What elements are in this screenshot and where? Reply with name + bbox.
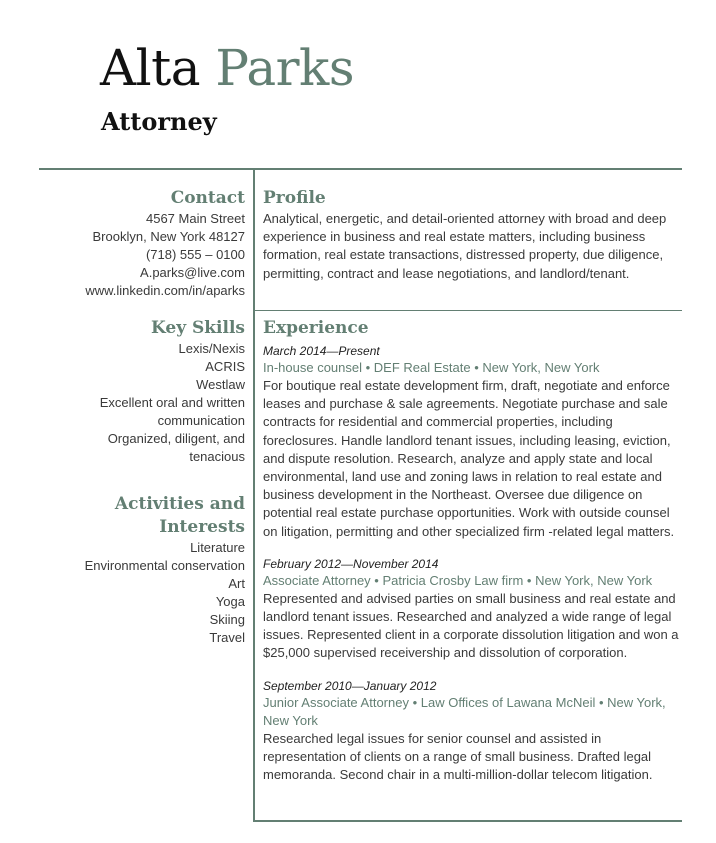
activity-item: Art [228, 576, 245, 591]
activities-section [65, 493, 245, 647]
activity-item: Environmental conservation [84, 558, 245, 573]
skills-section [75, 317, 245, 466]
contact-email[interactable]: A.parks@live.com [140, 265, 245, 280]
profile-section [263, 187, 683, 283]
contact-heading: Contact [170, 188, 245, 208]
contact-city: Brooklyn, New York 48127 [92, 229, 245, 244]
experience-section [263, 317, 683, 800]
activity-item: Skiing [209, 612, 245, 627]
job-dates: March 2014—Present [263, 344, 380, 358]
job-description: Researched legal issues for senior counsel and assisted in representation of clients on a range of small business. Drafted legal memoranda. Second chair in a multi-million-dollar telecom litigation. [263, 730, 653, 783]
skill-item: Lexis/Nexis [178, 341, 245, 356]
experience-heading: Experience [263, 318, 369, 338]
job-role: Junior Associate Attorney • Law Offices of Lawana McNeil • New York, New York [263, 694, 666, 728]
skills-heading: Key Skills [150, 318, 245, 338]
job-dates: September 2010—January 2012 [263, 678, 437, 693]
job-description: Represented and advised parties on small business and real estate and landlord tenant issues. Researched and analyzed a wide range of legal issues. Represented client in a corporate dissolution litigation and won a $25,000 supervised receivership and dissolution of corporation. [263, 590, 679, 661]
contact-linkedin[interactable]: www.linkedin.com/in/aparks [85, 283, 245, 298]
section-divider [254, 310, 682, 311]
applicant-name [100, 36, 354, 100]
job-role: Associate Attorney • Patricia Crosby Law firm • New York, New York [263, 572, 653, 588]
activity-item: Yoga [215, 594, 245, 609]
job-entry [263, 344, 683, 541]
skill-item: Westlaw [196, 377, 245, 392]
job-dates: February 2012—November 2014 [263, 556, 439, 571]
job-role: In-house counsel • DEF Real Estate • New York, New York [263, 360, 600, 375]
last-name: Parks [215, 39, 354, 97]
skill-item: Excellent oral and written communication [99, 395, 245, 428]
contact-address: 4567 Main Street [145, 211, 245, 226]
job-description: For boutique real estate development firm, draft, negotiate and enforce leases and purchase & sale agreements. Negotiate purchase and sale contracts for residential and commercial properties, including foreclosures. Handle landlord tenant issues, including leasing, eviction, and dispute resolution. Research, analyze and apply state and local environmental, land use and zoning laws in relation to real estate and business development in the Northeast. Oversee due diligence on potential real estate purchase opportunities. Work with outside counsel on litigation, permitting and other specialized firm -related legal matters. [263, 378, 675, 539]
bottom-divider [254, 820, 682, 822]
skill-item: Organized, diligent, and tenacious [107, 431, 245, 464]
column-divider [253, 168, 255, 822]
profile-heading: Profile [263, 188, 326, 208]
profile-text: Analytical, energetic, and detail-oriented attorney with broad and deep experience in business and real estate matters, including business formation, real estate transactions, distressed property, due diligence, permitting, contract and lease negotiations, and landlord/tenant. [263, 211, 667, 281]
job-entry [263, 557, 683, 663]
top-divider [39, 168, 682, 170]
contact-phone: (718) 555 – 0100 [145, 247, 245, 262]
contact-section [15, 187, 245, 300]
activity-item: Travel [209, 630, 245, 645]
activity-item: Literature [190, 540, 245, 555]
first-name: Alta [100, 39, 201, 97]
activities-heading: Activities and Interests [114, 494, 245, 537]
job-entry [263, 679, 683, 785]
skill-item: ACRIS [205, 359, 245, 374]
job-title: Attorney [101, 107, 217, 136]
